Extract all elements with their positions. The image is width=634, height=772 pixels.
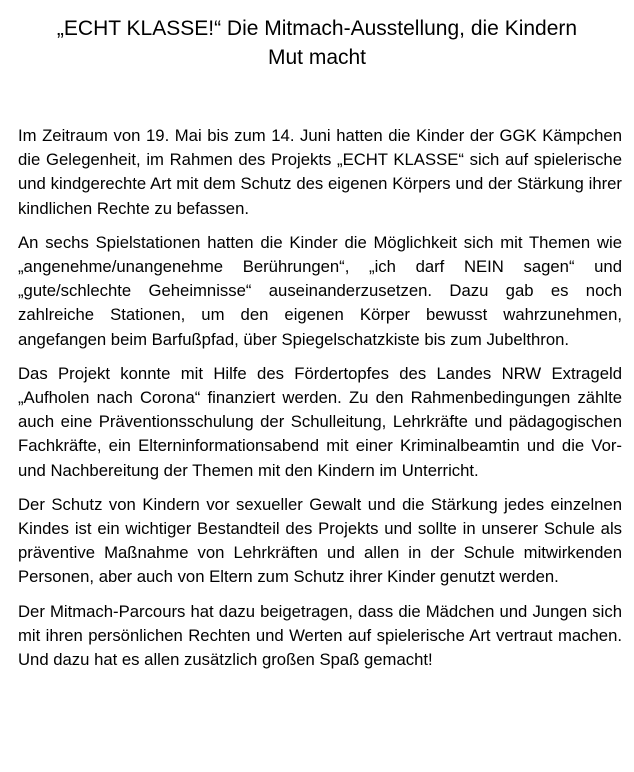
paragraph-2: An sechs Spielstationen hatten die Kinder die Möglichkeit sich mit Themen wie „angenehme/unangenehme Berührungen“, „ich darf NEIN sagen“ und „gute/schlechte Geheimnisse“ auseinanderzusetzen. Dazu gab es noch zahlreiche Stationen, um den eigenen Körper bewusst wahrzunehmen, angefangen beim Barfußpfad, über Spiegelschatzkiste bis zum Jubelthron.	[18, 232, 622, 349]
paragraph-4: Der Schutz von Kindern vor sexueller Gewalt und die Stärkung jedes einzelnen Kindes ist ein wichtiger Bestandteil des Projekts und sollte in unserer Schule als präventive Maßnahme von Lehrkräften und allen in der Schule mitwirkenden Personen, aber auch von Eltern zum Schutz ihrer Kinder genutzt werden.	[18, 494, 622, 587]
paragraph-1: Im Zeitraum von 19. Mai bis zum 14. Juni hatten die Kinder der GGK Kämpchen die Gelegenheit, im Rahmen des Projekts „ECHT KLASSE“ sich auf spielerische und kindgerechte Art mit dem Schutz des eigenen Körpers und der Stärkung ihrer kindlichen Rechte zu befassen.	[18, 126, 622, 218]
paragraph-3: Das Projekt konnte mit Hilfe des Fördertopfes des Landes NRW Extrageld „Aufholen nach Corona“ finanziert werden. Zu den Rahmenbedingungen zählte auch eine Präventionsschulung der Schulleitung, Lehrkräfte und pädagogischen Fachkräfte, ein Elterninformationsabend mit einer Kriminalbeamtin und die Vor- und Nachbereitung der Themen mit den Kindern im Unterricht.	[18, 363, 622, 480]
paragraph-5: Der Mitmach-Parcours hat dazu beigetragen, dass die Mädchen und Jungen sich mit ihren persönlichen Rechten und Werten auf spielerische Art vertraut machen. Und dazu hat es allen zusätzlich großen Spaß gemacht!	[18, 601, 622, 670]
document-title-line-1: „ECHT KLASSE!“ Die Mitmach-Ausstellung, die Kindern	[56, 17, 578, 40]
document-title-line-2: Mut macht	[267, 46, 367, 69]
document-body	[18, 124, 622, 682]
document-title	[10, 14, 624, 72]
